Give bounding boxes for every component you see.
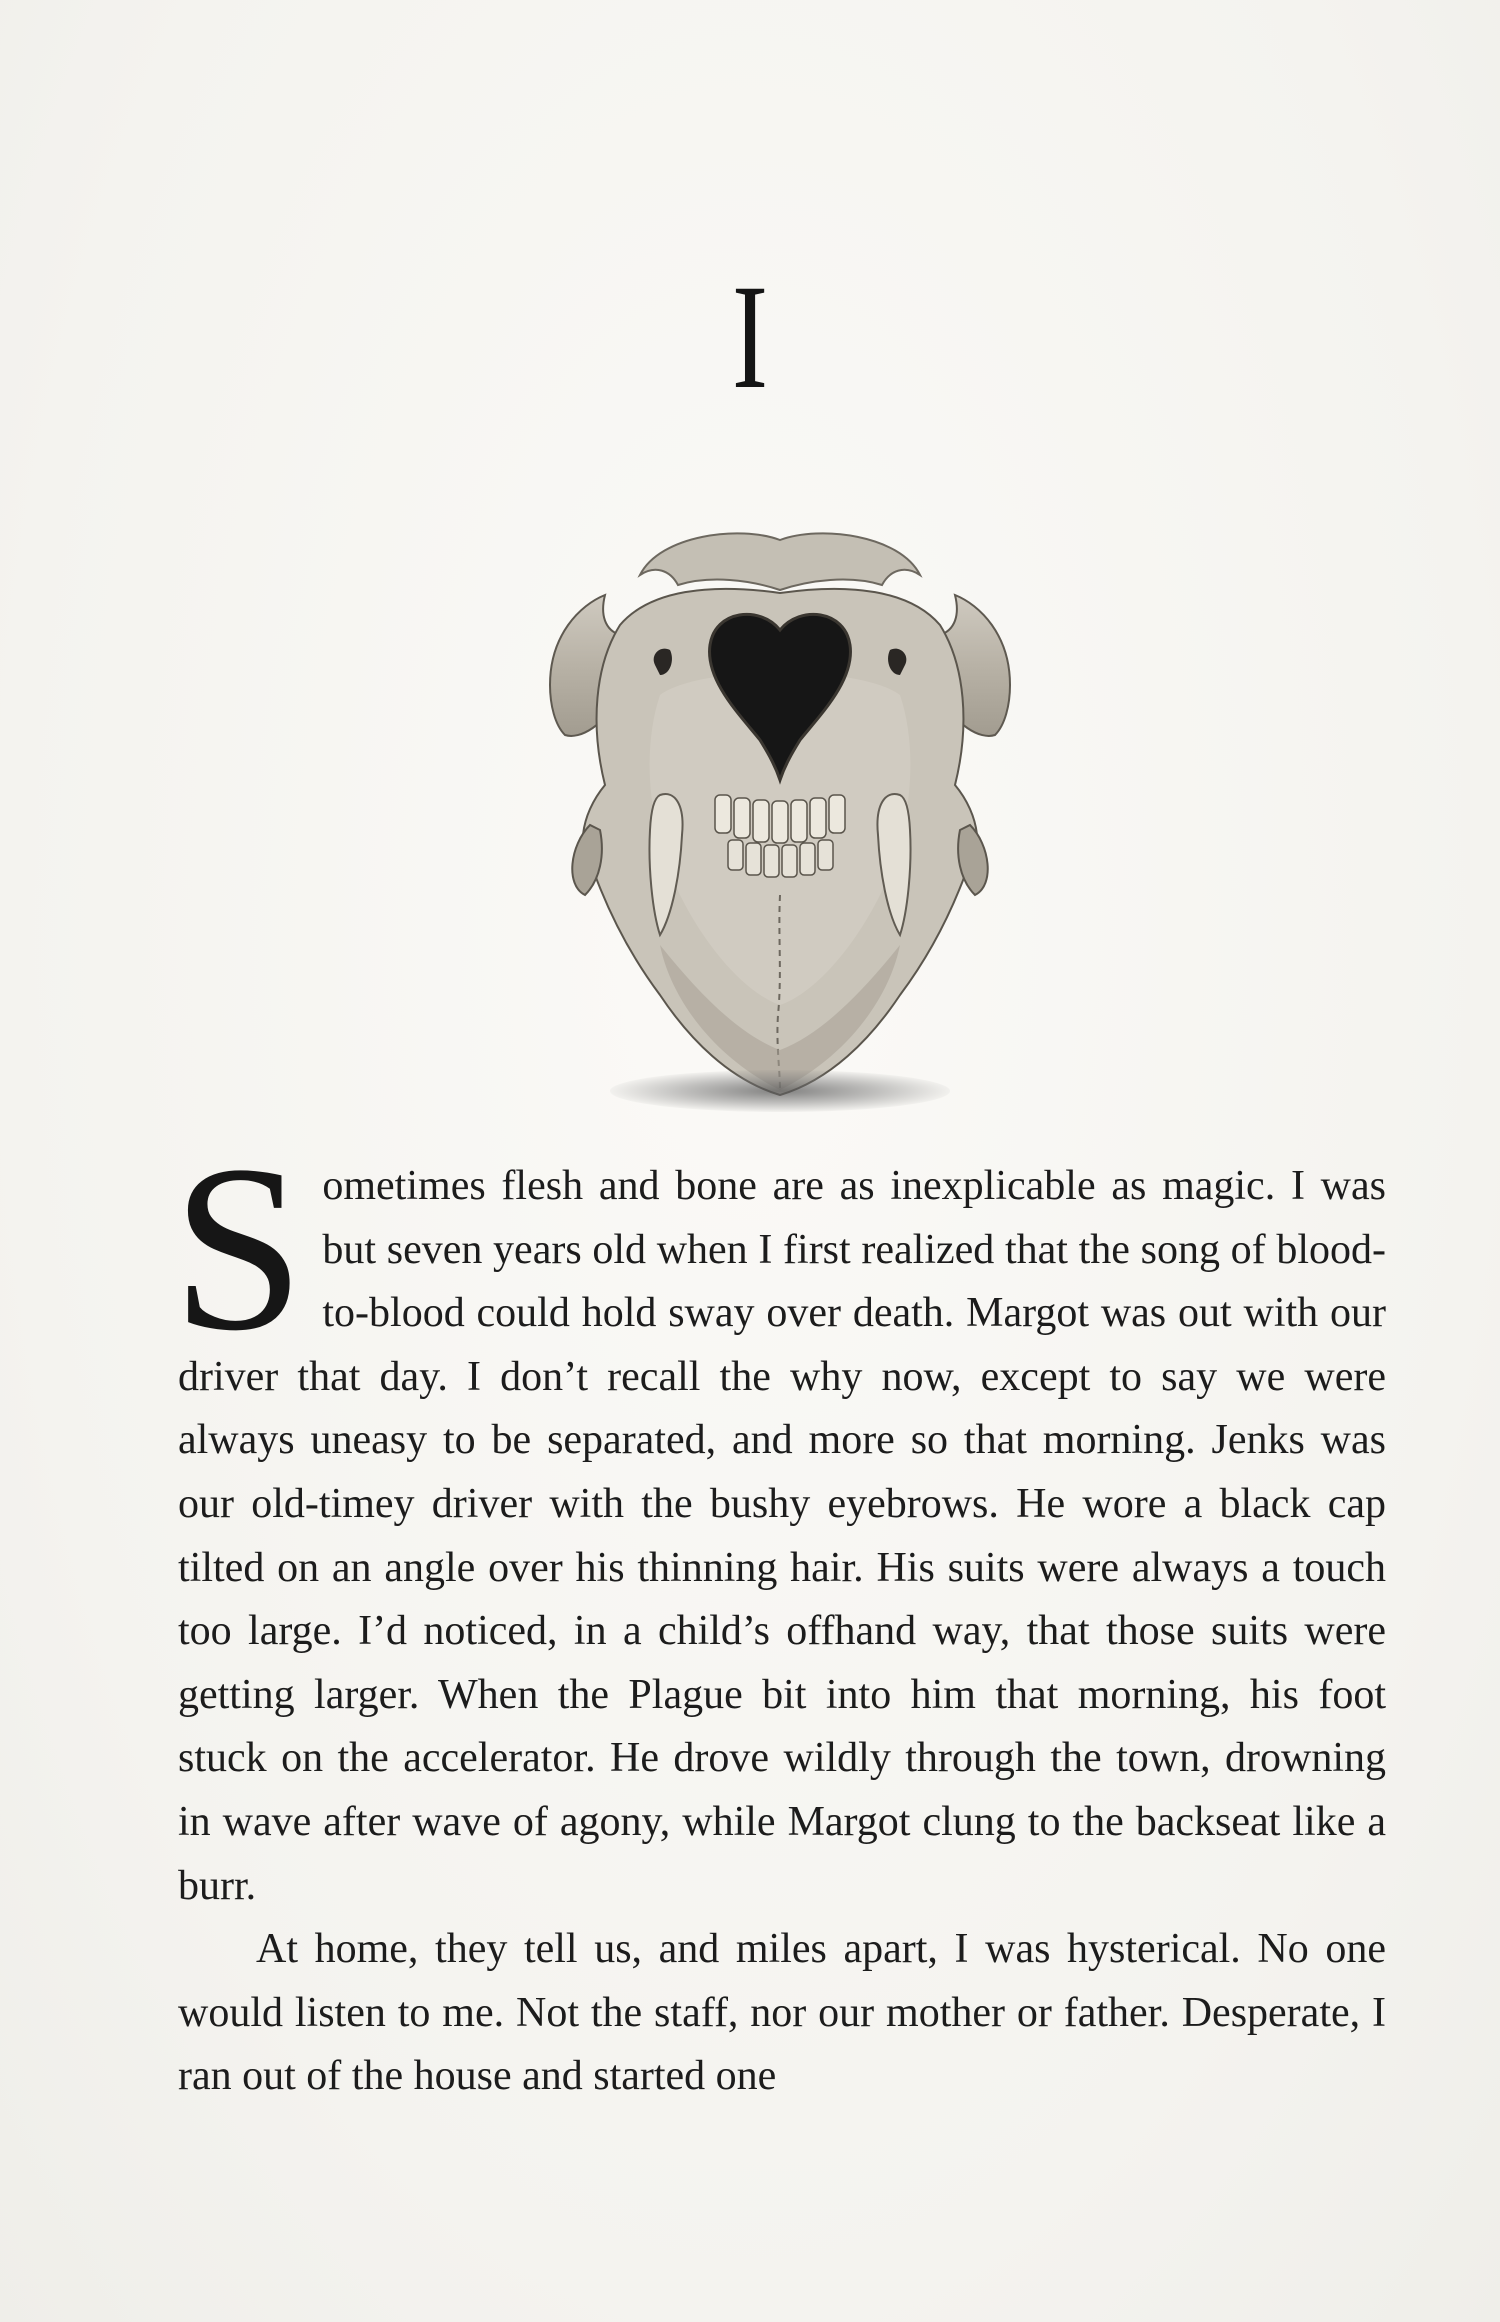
skull-illustration [510, 495, 1050, 1135]
skull-shadow [610, 1070, 950, 1112]
paragraph-1-text: ometimes flesh and bone are as inexplicable as magic. I was but seven years old when I first realized that the song of blood-to-blood could hold sway over death. Margot was out with our driver that day. I don’t recall the why now, except to say we were always uneasy to be separated, and more so that morning. Jenks was our old-timey driver with the bushy eyebrows. He wore a black cap tilted on an angle over his thinning hair. His suits were always a touch too large. I’d noticed, in a child’s offhand way, that those suits were getting larger. When the Plague bit into him that morning, his foot stuck on the accelerator. He drove wildly through the town, drowning in wave after wave of agony, while Margot clung to the backseat like a burr. [178, 1163, 1386, 1909]
chapter-text [172, 1117, 1386, 2109]
chapter-number: I [732, 254, 768, 420]
skull-icon [510, 495, 1050, 1135]
paragraph-1 [172, 1117, 1386, 1918]
drop-cap: S [172, 1117, 305, 1380]
paragraph-2: At home, they tell us, and miles apart, I was hysterical. No one would listen to me. Not the staff, nor our mother or father. Desperate, I ran out of the house and started one [178, 1926, 1386, 2100]
